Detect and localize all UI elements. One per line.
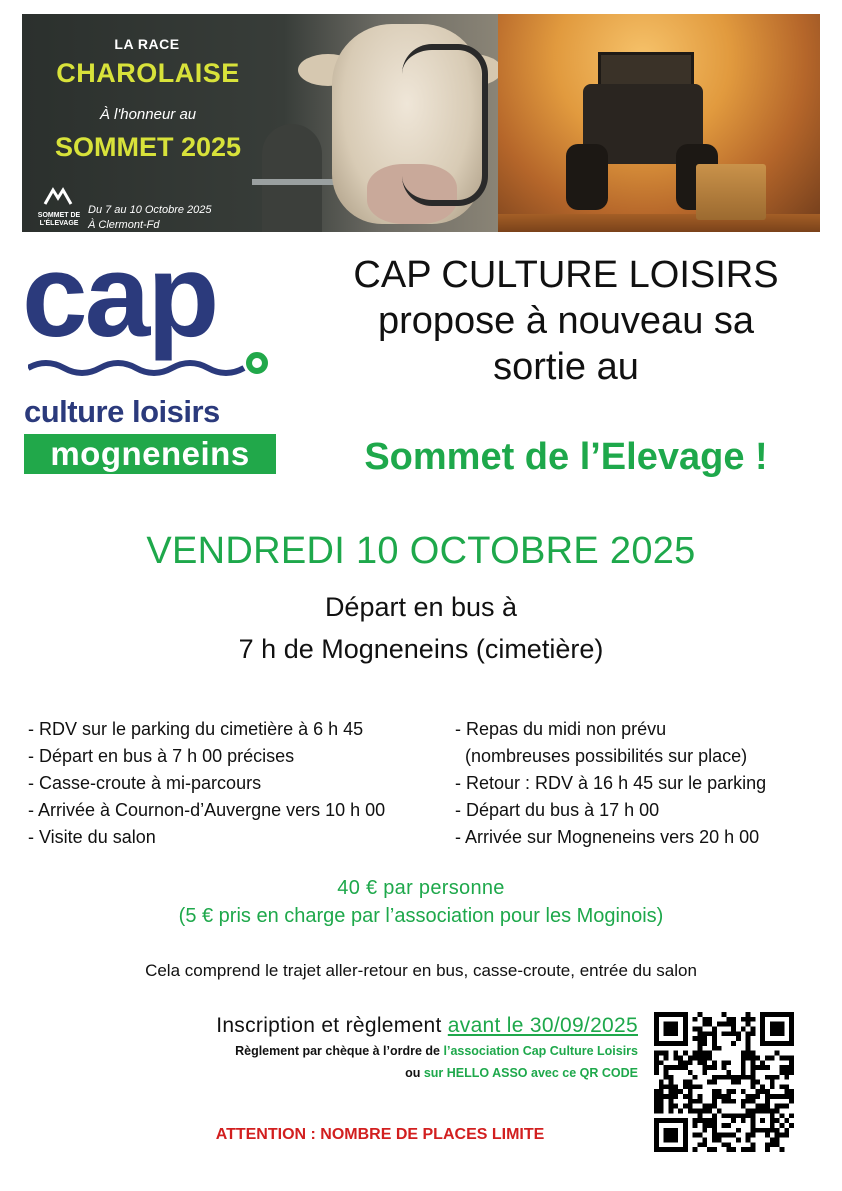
payment-online-prefix: ou bbox=[405, 1066, 424, 1080]
price: 40 € par personne bbox=[337, 877, 505, 899]
field-ground bbox=[498, 214, 820, 232]
banner-sommet-title: SOMMET 2025 bbox=[54, 132, 242, 162]
payment-online-line bbox=[40, 1066, 638, 1080]
list-item: - Visite du salon bbox=[28, 827, 156, 847]
banner-dates: Du 7 au 10 Octobre 2025 bbox=[88, 204, 212, 216]
hello-asso-qr-code[interactable] bbox=[654, 1012, 794, 1152]
logo-cap-word: cap bbox=[22, 230, 217, 362]
banner-honneur-text: À l'honneur au bbox=[99, 106, 197, 123]
list-item: (nombreuses possibilités sur place) bbox=[455, 746, 748, 766]
banner-charolaise-image bbox=[22, 14, 498, 232]
list-item: - Départ du bus à 17 h 00 bbox=[455, 800, 660, 820]
headline-line-2: propose à nouveau sa bbox=[377, 300, 755, 342]
logo-dot-icon bbox=[246, 352, 268, 374]
cap-culture-loisirs-logo bbox=[22, 230, 278, 478]
list-item: - Retour : RDV à 16 h 45 sur le parking bbox=[455, 773, 767, 793]
inscription-line bbox=[60, 1014, 638, 1038]
banner-city: À Clermont-Fd bbox=[88, 219, 160, 231]
logo-mogneneins-band: mogneneins bbox=[24, 434, 276, 474]
event-title: Sommet de l’Elevage ! bbox=[364, 436, 768, 478]
list-item: - Arrivée sur Mogneneins vers 20 h 00 bbox=[455, 827, 760, 847]
event-date: VENDREDI 10 OCTOBRE 2025 bbox=[146, 530, 696, 572]
list-item: - Casse-croute à mi-parcours bbox=[28, 773, 262, 793]
headline-line-3: sortie au bbox=[493, 346, 639, 388]
price-includes: Cela comprend le trajet aller-retour en bus, casse-croute, entrée du salon bbox=[145, 961, 697, 980]
cow-halter bbox=[402, 44, 488, 206]
departure-line-2: 7 h de Mogneneins (cimetière) bbox=[238, 634, 604, 664]
sommet-elevage-logo-text: SOMMET DE L'ÉLEVAGE bbox=[37, 212, 81, 227]
schedule-list-left bbox=[28, 716, 448, 851]
list-item: - Arrivée à Cournon-d’Auvergne vers 10 h 00 bbox=[28, 800, 386, 820]
schedule-list-right bbox=[455, 716, 825, 851]
inscription-deadline: avant le 30/09/2025 bbox=[447, 1014, 638, 1037]
headline bbox=[300, 252, 832, 390]
tractor-sunset-image bbox=[498, 14, 820, 232]
inscription-prefix: Inscription et règlement bbox=[216, 1014, 448, 1037]
list-item: - Départ en bus à 7 h 00 précises bbox=[28, 746, 295, 766]
departure-line-1: Départ en bus à bbox=[324, 592, 518, 622]
logo-wave-icon bbox=[28, 358, 250, 378]
logo-culture-loisirs: culture loisirs bbox=[24, 394, 220, 429]
attention-notice: ATTENTION : NOMBRE DE PLACES LIMITE bbox=[215, 1126, 545, 1143]
headline-line-1: CAP CULTURE LOISIRS bbox=[353, 254, 779, 296]
payment-online-text: sur HELLO ASSO avec ce QR CODE bbox=[423, 1066, 638, 1080]
tractor-wheel-left bbox=[566, 144, 608, 210]
payment-prefix: Règlement par chèque à l’ordre de bbox=[235, 1044, 444, 1058]
banner-breed-title: CHAROLAISE bbox=[56, 58, 240, 88]
breeder-silhouette bbox=[262, 124, 322, 232]
banner-race-label: LA RACE bbox=[114, 36, 180, 52]
payment-cheque-line bbox=[40, 1044, 638, 1058]
hay-bale bbox=[696, 164, 766, 220]
price-note: (5 € pris en charge par l’association pour les Moginois) bbox=[178, 905, 664, 927]
list-item: - RDV sur le parking du cimetière à 6 h 45 bbox=[28, 719, 364, 739]
payment-organisation: l’association Cap Culture Loisirs bbox=[443, 1044, 638, 1058]
list-item: - Repas du midi non prévu bbox=[455, 719, 667, 739]
